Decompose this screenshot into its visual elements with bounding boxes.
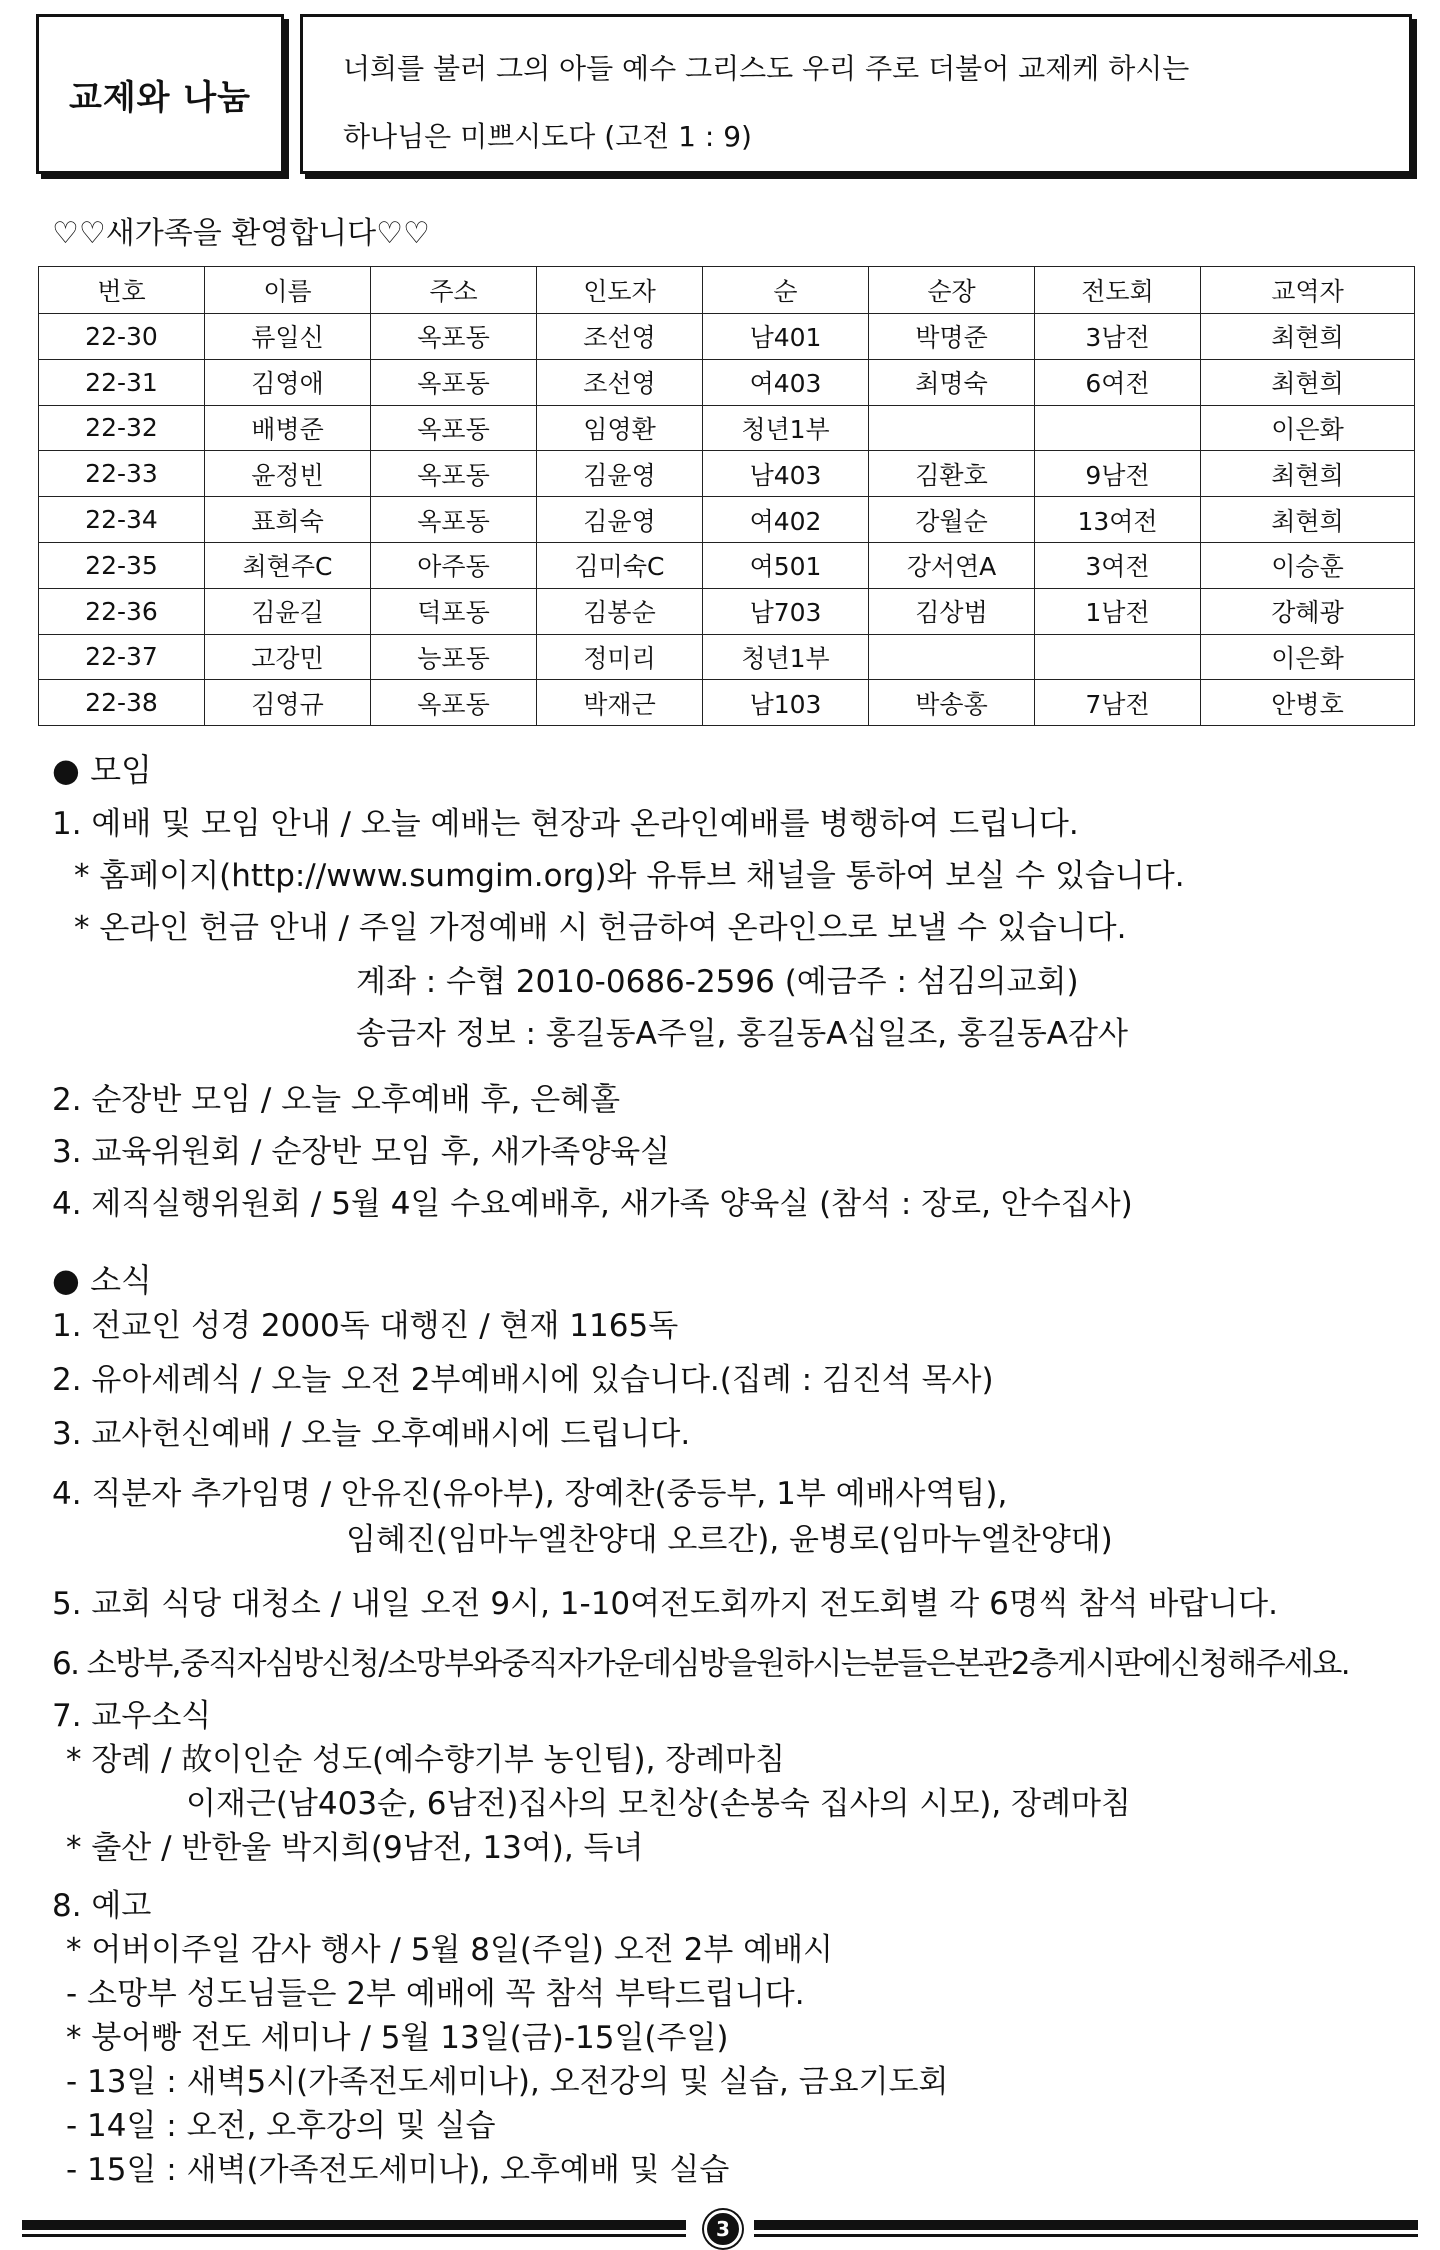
cell-leader (869, 634, 1035, 680)
cell-leader: 박송홍 (869, 680, 1035, 726)
cell-number: 22-35 (39, 542, 205, 588)
meeting-item-1-offering: * 온라인 헌금 안내 / 주일 가정예배 시 헌금하여 온라인으로 보낼 수 있습니다. (74, 910, 1127, 946)
meeting-item-4: 4. 제직실행위원회 / 5월 4일 수요예배후, 새가족 양육실 (참석 : 장로, 안수집사) (52, 1186, 1133, 1222)
cell-pastor: 최현희 (1201, 314, 1415, 360)
cell-leader: 김상범 (869, 588, 1035, 634)
cell-group: 남403 (703, 451, 869, 497)
cell-name: 김영규 (205, 680, 371, 726)
verse-line-2: 하나님은 미쁘시도다 (고전 1 : 9) (343, 120, 752, 153)
meeting-item-1-sender-info: 송금자 정보 : 홍길동A주일, 홍길동A십일조, 홍길동A감사 (356, 1016, 1128, 1052)
welcome-heading: ♡♡새가족을 환영합니다♡♡ (52, 216, 430, 251)
table-row (39, 451, 1415, 497)
cell-guide: 김봉순 (537, 588, 703, 634)
cell-name: 표희숙 (205, 497, 371, 543)
news-item-1: 1. 전교인 성경 2000독 대행진 / 현재 1165독 (52, 1308, 679, 1344)
col-header-mission: 전도회 (1035, 267, 1201, 314)
cell-guide: 김미숙C (537, 542, 703, 588)
cell-mission: 6여전 (1035, 359, 1201, 405)
col-header-guide: 인도자 (537, 267, 703, 314)
table-row (39, 497, 1415, 543)
cell-pastor: 강혜광 (1201, 588, 1415, 634)
table-row (39, 588, 1415, 634)
verse-line-1: 너희를 불러 그의 아들 예수 그리스도 우리 주로 더불어 교제케 하시는 (343, 52, 1190, 85)
table-row (39, 314, 1415, 360)
cell-mission: 7남전 (1035, 680, 1201, 726)
col-header-name: 이름 (205, 267, 371, 314)
cell-pastor: 이은화 (1201, 405, 1415, 451)
news-item-2: 2. 유아세례식 / 오늘 오전 2부예배시에 있습니다.(집례 : 김진석 목사) (52, 1362, 994, 1398)
cell-name: 김윤길 (205, 588, 371, 634)
cell-mission (1035, 405, 1201, 451)
cell-address: 아주동 (371, 542, 537, 588)
cell-address: 능포동 (371, 634, 537, 680)
cell-number: 22-30 (39, 314, 205, 360)
cell-address: 옥포동 (371, 451, 537, 497)
cell-number: 22-34 (39, 497, 205, 543)
cell-leader (869, 405, 1035, 451)
news-item-8-parents-note: - 소망부 성도님들은 2부 예배에 꼭 참석 부탁드립니다. (66, 1976, 805, 2012)
news-item-7-birth: * 출산 / 반한울 박지희(9남전, 13여), 득녀 (66, 1830, 644, 1866)
header (36, 8, 1416, 186)
col-header-group: 순 (703, 267, 869, 314)
news-item-8-seminar: * 붕어빵 전도 세미나 / 5월 13일(금)-15일(주일) (66, 2020, 729, 2056)
meeting-item-2: 2. 순장반 모임 / 오늘 오후예배 후, 은혜홀 (52, 1082, 621, 1118)
cell-guide: 조선영 (537, 314, 703, 360)
news-item-8-day15: - 15일 : 새벽(가족전도세미나), 오후예배 및 실습 (66, 2152, 730, 2188)
news-item-7: 7. 교우소식 (52, 1698, 212, 1734)
table-row (39, 405, 1415, 451)
bible-verse-box (300, 14, 1412, 174)
cell-address: 옥포동 (371, 497, 537, 543)
cell-address: 옥포동 (371, 680, 537, 726)
col-header-leader: 순장 (869, 267, 1035, 314)
table-row (39, 680, 1415, 726)
cell-guide: 임영환 (537, 405, 703, 451)
cell-number: 22-31 (39, 359, 205, 405)
cell-mission: 3여전 (1035, 542, 1201, 588)
cell-leader: 김환호 (869, 451, 1035, 497)
cell-leader: 강월순 (869, 497, 1035, 543)
cell-mission: 9남전 (1035, 451, 1201, 497)
news-item-7-funeral-2: 이재근(남403순, 6남전)집사의 모친상(손봉숙 집사의 시모), 장례마침 (186, 1786, 1131, 1822)
cell-group: 남401 (703, 314, 869, 360)
new-members-table (38, 266, 1415, 726)
cell-address: 덕포동 (371, 588, 537, 634)
cell-name: 김영애 (205, 359, 371, 405)
meeting-item-1: 1. 예배 및 모임 안내 / 오늘 예배는 현장과 온라인예배를 병행하여 드립니다. (52, 806, 1079, 842)
cell-group: 청년1부 (703, 405, 869, 451)
cell-address: 옥포동 (371, 314, 537, 360)
cell-guide: 조선영 (537, 359, 703, 405)
section-title: 교제와 나눔 (36, 14, 284, 174)
cell-pastor: 최현희 (1201, 359, 1415, 405)
cell-mission: 1남전 (1035, 588, 1201, 634)
news-item-8-day13: - 13일 : 새벽5시(가족전도세미나), 오전강의 및 실습, 금요기도회 (66, 2064, 949, 2100)
cell-name: 고강민 (205, 634, 371, 680)
meeting-heading: ● 모임 (52, 751, 152, 789)
cell-leader: 강서연A (869, 542, 1035, 588)
cell-number: 22-36 (39, 588, 205, 634)
cell-name: 윤정빈 (205, 451, 371, 497)
cell-group: 남103 (703, 680, 869, 726)
cell-guide: 김윤영 (537, 451, 703, 497)
news-heading: ● 소식 (52, 1261, 152, 1299)
page-footer (22, 2210, 1418, 2244)
cell-group: 여501 (703, 542, 869, 588)
cell-leader: 최명숙 (869, 359, 1035, 405)
table-header-row (39, 267, 1415, 314)
cell-group: 남703 (703, 588, 869, 634)
cell-name: 배병준 (205, 405, 371, 451)
cell-pastor: 이은화 (1201, 634, 1415, 680)
meeting-item-1-account: 계좌 : 수협 2010-0686-2596 (예금주 : 섬김의교회) (356, 964, 1079, 1000)
page-number: 3 (704, 2210, 742, 2248)
table-row (39, 634, 1415, 680)
cell-number: 22-33 (39, 451, 205, 497)
news-item-7-funeral: * 장례 / 故이인순 성도(예수향기부 농인팀), 장례마침 (66, 1742, 786, 1778)
footer-rule-right-thin (754, 2234, 1418, 2237)
cell-mission: 3남전 (1035, 314, 1201, 360)
news-item-4-cont: 임혜진(임마누엘찬양대 오르간), 윤병로(임마누엘찬양대) (346, 1522, 1113, 1558)
table-row (39, 542, 1415, 588)
news-item-8-parents-day: * 어버이주일 감사 행사 / 5월 8일(주일) 오전 2부 예배시 (66, 1932, 833, 1968)
cell-guide: 정미리 (537, 634, 703, 680)
news-item-4: 4. 직분자 추가임명 / 안유진(유아부), 장예찬(중등부, 1부 예배사역팀), (52, 1476, 1008, 1512)
col-header-number: 번호 (39, 267, 205, 314)
cell-name: 류일신 (205, 314, 371, 360)
cell-pastor: 최현희 (1201, 497, 1415, 543)
col-header-pastor: 교역자 (1201, 267, 1415, 314)
cell-number: 22-37 (39, 634, 205, 680)
cell-group: 여403 (703, 359, 869, 405)
footer-rule-left (22, 2220, 686, 2230)
news-item-5: 5. 교회 식당 대청소 / 내일 오전 9시, 1-10여전도회까지 전도회별 각 6명씩 참석 바랍니다. (52, 1586, 1278, 1622)
meeting-item-3: 3. 교육위원회 / 순장반 모임 후, 새가족양육실 (52, 1134, 671, 1170)
cell-guide: 박재근 (537, 680, 703, 726)
meeting-item-1-homepage: * 홈페이지(http://www.sumgim.org)와 유튜브 채널을 통하여 보실 수 있습니다. (74, 858, 1185, 894)
cell-name: 최현주C (205, 542, 371, 588)
footer-rule-left-thin (22, 2234, 686, 2237)
cell-pastor: 최현희 (1201, 451, 1415, 497)
table-row (39, 359, 1415, 405)
news-item-8: 8. 예고 (52, 1888, 152, 1924)
cell-pastor: 이승훈 (1201, 542, 1415, 588)
news-item-3: 3. 교사헌신예배 / 오늘 오후예배시에 드립니다. (52, 1416, 691, 1452)
footer-rule-right (754, 2220, 1418, 2230)
cell-leader: 박명준 (869, 314, 1035, 360)
col-header-address: 주소 (371, 267, 537, 314)
cell-mission: 13여전 (1035, 497, 1201, 543)
cell-number: 22-32 (39, 405, 205, 451)
cell-mission (1035, 634, 1201, 680)
cell-guide: 김윤영 (537, 497, 703, 543)
news-item-6: 6. 소방부,중직자심방신청/소망부와중직자가운데심방을원하시는분들은본관2층게시판에신청해주세요. (52, 1646, 1349, 1682)
cell-address: 옥포동 (371, 405, 537, 451)
news-item-8-day14: - 14일 : 오전, 오후강의 및 실습 (66, 2108, 496, 2144)
cell-pastor: 안병호 (1201, 680, 1415, 726)
cell-address: 옥포동 (371, 359, 537, 405)
cell-number: 22-38 (39, 680, 205, 726)
cell-group: 청년1부 (703, 634, 869, 680)
cell-group: 여402 (703, 497, 869, 543)
